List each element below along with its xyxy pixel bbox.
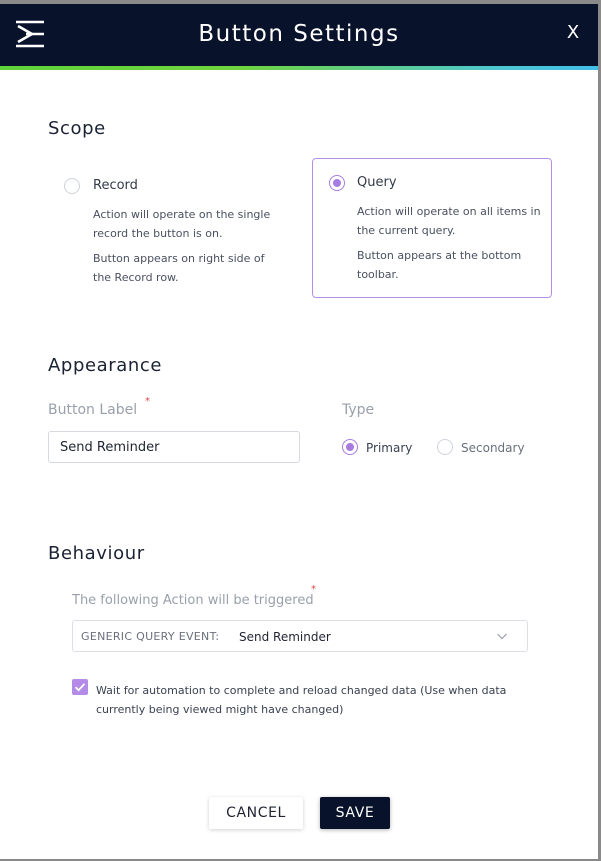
query-radio[interactable]	[329, 175, 345, 191]
close-icon[interactable]: X	[566, 22, 580, 43]
select-value: Send Reminder	[239, 630, 331, 644]
action-select[interactable]	[72, 620, 528, 652]
header-accent-bar	[0, 66, 598, 70]
type-title: Type	[342, 402, 375, 418]
record-label: Record	[93, 178, 138, 193]
save-button[interactable]: SAVE	[320, 797, 390, 829]
select-prefix: GENERIC QUERY EVENT:	[81, 630, 220, 643]
appearance-heading: Appearance	[48, 355, 163, 376]
record-placement-note: Button appears on right side of the Record row.	[93, 252, 265, 284]
type-secondary-label[interactable]: Secondary	[461, 441, 525, 455]
cancel-button[interactable]: CANCEL	[209, 797, 303, 829]
check-icon	[72, 679, 88, 695]
required-marker: *	[145, 396, 150, 407]
wait-for-automation-checkbox[interactable]	[72, 679, 88, 695]
dialog-title: Button Settings	[198, 21, 400, 47]
type-primary-label[interactable]: Primary	[366, 441, 413, 455]
type-secondary-radio[interactable]	[437, 439, 453, 455]
record-description: Action will operate on the single record the button is on.	[93, 208, 271, 240]
query-label: Query	[357, 175, 397, 190]
button-settings-dialog	[0, 4, 598, 859]
record-radio[interactable]	[64, 178, 80, 194]
action-trigger-title: The following Action will be triggered	[72, 593, 314, 608]
required-marker: *	[311, 584, 316, 595]
scope-option-query[interactable]	[312, 158, 552, 298]
type-primary-radio[interactable]	[342, 439, 358, 455]
scope-option-record[interactable]	[48, 158, 288, 298]
dialog-header	[0, 4, 598, 66]
query-description: Action will operate on all items in the current query.	[357, 205, 541, 237]
wait-for-automation-text: Wait for automation to complete and reload changed data (Use when data currently being viewed might have changed)	[96, 684, 507, 716]
query-placement-note: Button appears at the bottom toolbar.	[357, 249, 522, 281]
button-label-input[interactable]	[48, 431, 300, 463]
button-label-title: Button Label	[48, 402, 138, 418]
chevron-down-icon	[496, 630, 508, 642]
behaviour-heading: Behaviour	[48, 543, 145, 564]
scope-heading: Scope	[48, 118, 106, 139]
